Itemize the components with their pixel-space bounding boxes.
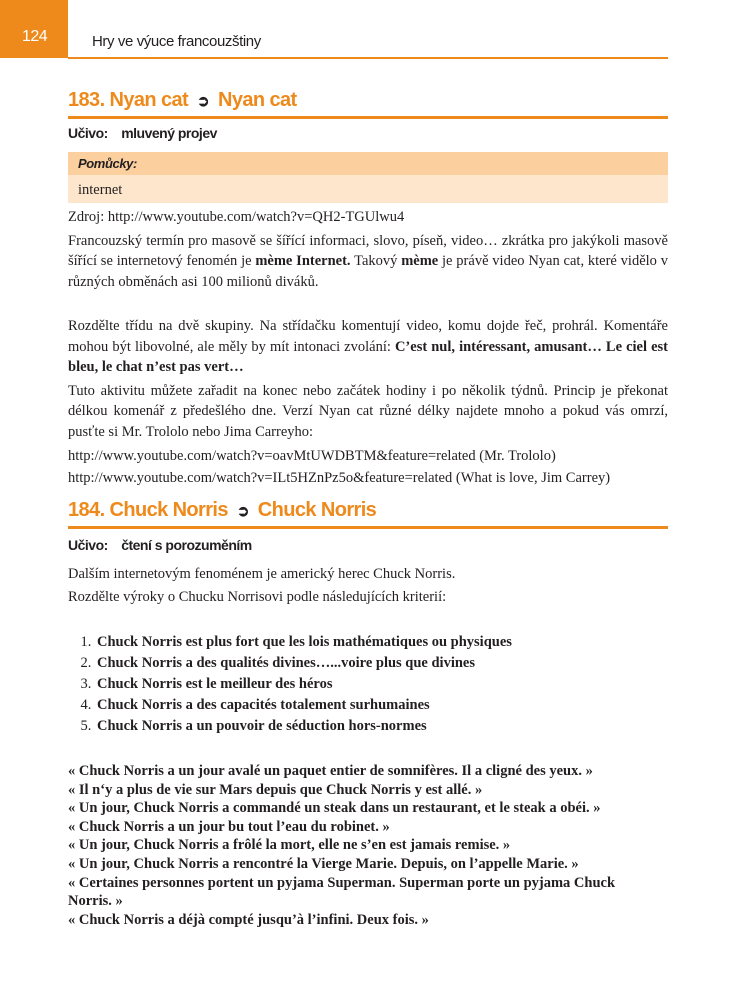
quote: « Chuck Norris a un jour avalé un paquet entier de somnifères. Il a cligné des yeux. »: [68, 763, 593, 779]
link-jim-carrey[interactable]: http://www.youtube.com/watch?v=ILt5HZnPz5o&feature=related (What is love, Jim Carrey): [68, 470, 611, 487]
ucivo-184: [68, 537, 252, 553]
bold-text: C’est nul, intéressant, amusant… Le ciel est bleu, le chat n’est pas vert…: [68, 338, 668, 376]
ucivo-label: Učivo:: [68, 537, 108, 553]
pomucky-label: Pomůcky:: [68, 152, 668, 175]
list-item: 4. Chuck Norris a des capacités totalement surhumaines: [95, 695, 668, 716]
text: Francouzský termín pro masově se šířící informaci, slovo, píseň, video… zkrátka pro jakýkoli masově šířící se internetový fenomén je: [68, 232, 668, 270]
quote: « Il n‘y a plus de vie sur Mars depuis que Chuck Norris y est allé. »: [68, 781, 483, 798]
paragraph-rules: [68, 316, 668, 378]
section-184-intro: [68, 563, 668, 609]
ucivo-183: [68, 125, 217, 141]
bold-text: mème Internet.: [255, 253, 351, 270]
section-number: 183.: [68, 89, 105, 111]
list-item: 1. Chuck Norris est plus fort que les lois mathématiques ou physiques: [95, 632, 668, 653]
ucivo-label: Učivo:: [68, 125, 108, 141]
quote: « Chuck Norris a déjà compté jusqu’à l’infini. Deux fois. »: [68, 911, 429, 928]
list-item: 5. Chuck Norris a un pouvoir de séduction hors-normes: [95, 716, 668, 737]
list-item: 2. Chuck Norris a des qualités divines…...voire plus que divines: [95, 653, 668, 674]
ucivo-value: čtení s porozuměním: [121, 537, 252, 553]
quote: « Chuck Norris a un jour bu tout l’eau du robinet. »: [68, 818, 390, 835]
text: je právě video Nyan cat, které vidělo v různých obměnách asi 100 milionů diváků.: [68, 253, 668, 290]
paragraph-meme: [68, 231, 668, 293]
section-183-body: [68, 207, 668, 293]
paragraph-tips: Tuto aktivitu můžete zařadit na konec nebo začátek hodiny i po několik týdnů. Princip je překonat délkou komenář z předešlého dne. Verzí Nyan cat různé délky najdete mnoho a pokud vás omrzí, pusťte si Mr. Trololo nebo Jima Carreyho:: [68, 382, 668, 440]
quotes-list: [68, 762, 648, 929]
criteria-list: [68, 632, 668, 737]
intro-line: Rozdělte výroky o Chucku Norrisovi podle následujících kriterií:: [68, 589, 447, 605]
running-head: Hry ve výuce francouzštiny: [92, 33, 261, 50]
section-number: 184.: [68, 499, 105, 521]
quote: « Un jour, Chuck Norris a commandé un steak dans un restaurant, et le steak a obéi. »: [68, 800, 601, 817]
title-fr: Chuck Norris: [257, 499, 377, 521]
section-184-heading: [68, 498, 668, 529]
title-fr: Nyan cat: [217, 89, 297, 111]
quote: « Un jour, Chuck Norris a frôlé la mort, elle ne s’en est jamais remise. »: [68, 837, 511, 854]
text: Rozdělte třídu na dvě skupiny. Na střídačku komentují video, komu dojde řeč, prohrál. Komentáře mohou být libovolné, ale měly by mít intonaci zvolání:: [68, 318, 668, 355]
ucivo-value: mluvený projev: [121, 125, 217, 141]
title-cs: Chuck Norris: [109, 499, 228, 521]
section-183-heading: [68, 88, 668, 119]
quote: « Un jour, Chuck Norris a rencontré la Vierge Marie. Depuis, on l’appelle Marie. »: [68, 855, 579, 872]
header-rule: [68, 57, 668, 59]
source-line: Zdroj: http://www.youtube.com/watch?v=QH2-TGUlwu4: [68, 209, 405, 225]
text: Takový: [350, 253, 402, 270]
title-cs: Nyan cat: [109, 89, 189, 111]
pomucky-value: internet: [68, 175, 668, 203]
arrow-icon: ➲: [236, 503, 249, 520]
list-item: 3. Chuck Norris est le meilleur des héros: [95, 674, 668, 695]
page-number: 124: [0, 0, 68, 58]
intro-line: Dalším internetovým fenoménem je americký herec Chuck Norris.: [68, 566, 456, 582]
bold-text: mème: [401, 253, 439, 270]
quote: « Certaines personnes portent un pyjama Superman. Superman porte un pyjama Chuck Norris. »: [68, 874, 616, 910]
arrow-icon: ➲: [197, 93, 210, 110]
link-trololo[interactable]: http://www.youtube.com/watch?v=oavMtUWDBTM&feature=related (Mr. Trololo): [68, 447, 556, 464]
section-183-instructions: [68, 316, 668, 490]
